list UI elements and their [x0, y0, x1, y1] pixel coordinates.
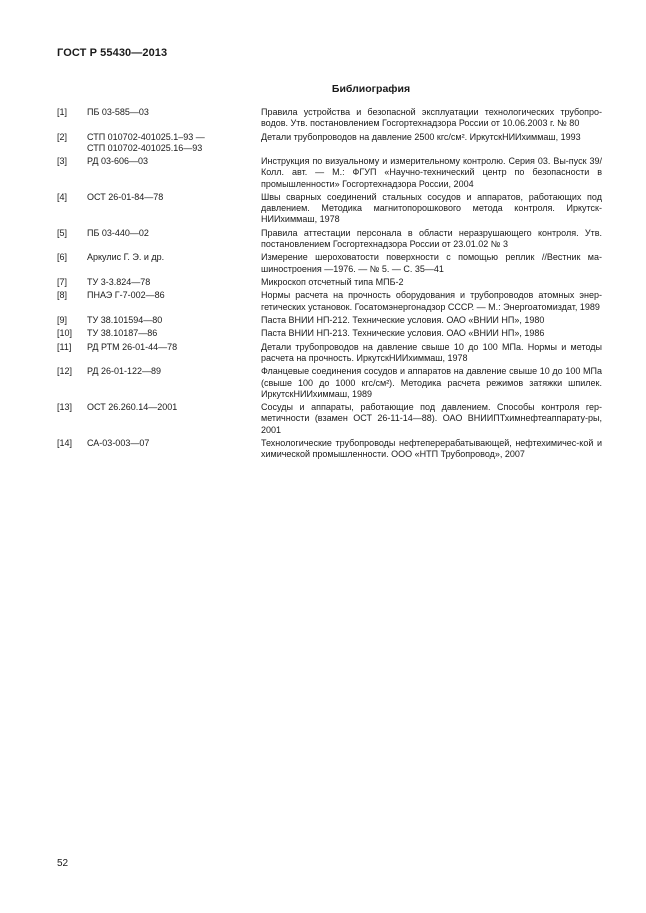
bibliography-entry [57, 366, 602, 400]
page-number: 52 [57, 858, 69, 869]
document-code: ГОСТ Р 55430—2013 [57, 47, 168, 59]
entry-code-line: РД 26-01-122—89 [87, 366, 162, 377]
section-title: Библиография [331, 83, 411, 95]
bibliography-entry [57, 132, 602, 154]
entry-description: Нормы расчета на прочность оборудования и трубопроводов атомных энер-гетических установок. Госатомэнергонадзор СССР. — М.: Энергоатомиздат, 1989 [261, 290, 602, 312]
entry-description: Микроскоп отсчетный типа МПБ-2 [261, 276, 404, 287]
entry-description: Детали трубопроводов на давление свыше 10 до 100 МПа. Нормы и методы расчета на прочность. ИркутскНИИхиммаш, 1978 [261, 341, 602, 363]
entry-code [84, 252, 261, 274]
bibliography-entry [57, 438, 602, 460]
entry-description: Паста ВНИИ НП-213. Технические условия. ОАО «ВНИИ НП», 1986 [261, 328, 545, 339]
entry-code [84, 342, 261, 364]
bibliography-entry [57, 342, 602, 364]
entry-number: [9] [57, 314, 68, 325]
entry-description: Швы сварных соединений стальных сосудов и аппаратов, работающих под давлением. Методика магнитопорошкового метода контроля. Иркутск-НИИхиммаш, 1978 [261, 191, 602, 225]
entry-number: [6] [57, 252, 68, 263]
entry-description: Фланцевые соединения сосудов и аппаратов на давление свыше 10 до 100 МПа (свыше 100 до 1000 кгс/см²). Методика расчета режимов затяжки шпилек. ИркутскНИИхиммаш, 1989 [261, 366, 602, 399]
entry-code-line: ТУ 38.101594—80 [87, 314, 163, 325]
entry-code-line: ПНАЭ Г-7-002—86 [87, 290, 165, 301]
entry-code [84, 366, 261, 400]
entry-description: Детали трубопроводов на давление 2500 кгс/см². ИркутскНИИхиммаш, 1993 [261, 131, 581, 142]
entry-number: [8] [57, 290, 68, 301]
entry-code-line: СТП 010702-401025.16—93 [87, 142, 203, 153]
entry-code-line: ОСТ 26.260.14—2001 [87, 402, 178, 413]
entry-code-line: ТУ 38.10187—86 [87, 328, 158, 339]
bibliography-entry [57, 277, 602, 288]
entry-code-line: ПБ 03-440—02 [87, 227, 149, 238]
bibliography-entry [57, 107, 602, 129]
entry-description: Правила аттестации персонала в области неразрушающего контроля. Утв. постановлением Госгортехнадзора России от 23.01.02 № 3 [261, 227, 602, 249]
bibliography-entry [57, 192, 602, 226]
bibliography-entry [57, 228, 602, 250]
entry-number: [13] [57, 402, 73, 413]
bibliography-entry [57, 328, 602, 339]
entry-description: Измерение шероховатости поверхности с помощью реплик //Вестник ма-шиностроения —1976. — № 5. — С. 35—41 [261, 252, 602, 274]
entry-description: Технологические трубопроводы нефтеперерабатывающей, нефтехимичес-кой и химической промышленности. ООО «НТП Трубопровод», 2007 [261, 437, 602, 460]
entry-code-line: СА-03-003—07 [87, 437, 150, 448]
bibliography-entry [57, 402, 602, 436]
entry-code-line: ТУ 3-3.824—78 [87, 276, 151, 287]
entry-code-line: ОСТ 26-01-84—78 [87, 191, 164, 202]
entry-description: Сосуды и аппараты, работающие под давлением. Способы контроля гер-метичности (взамен ОСТ 26-11-14—88). ОАО ВНИИПТхимнефтеаппарату-ры, 2001 [261, 402, 602, 435]
entry-description: Правила устройства и безопасной эксплуатации технологических трубопро-водов. Утв. постановлением Госгортехнадзора России от 10.06.2003 г. № 80 [261, 107, 602, 129]
entry-code [84, 315, 261, 326]
entry-description: Паста ВНИИ НП-212. Технические условия. ОАО «ВНИИ НП», 1980 [261, 314, 545, 325]
entry-code [84, 156, 261, 190]
bibliography-entry [57, 156, 602, 190]
entry-code-line: РД РТМ 26-01-44—78 [87, 341, 178, 352]
bibliography-entry [57, 252, 602, 274]
entry-code [84, 290, 261, 312]
entry-number: [11] [57, 341, 72, 352]
entry-code [84, 228, 261, 250]
entry-code-line: РД 03-606—03 [87, 156, 149, 167]
entry-code [84, 132, 261, 154]
entry-description: Инструкция по визуальному и измерительному контролю. Серия 03. Вы-пуск 39/Колл. авт. — М.: ФГУП «Научно-технический центр по безопасности в промышленности» Госгортехнадзора России, 2004 [261, 156, 602, 189]
entry-number: [5] [57, 227, 68, 238]
entry-number: [14] [57, 437, 73, 448]
bibliography-entry [57, 290, 602, 312]
entry-code-line: ПБ 03-585—03 [87, 107, 149, 117]
entry-code [84, 107, 261, 129]
entry-number: [2] [57, 131, 68, 142]
entry-number: [1] [57, 107, 68, 117]
entry-code [84, 192, 261, 226]
entry-number: [4] [57, 191, 68, 202]
entry-number: [10] [57, 328, 73, 339]
entry-code-line: СТП 010702-401025.1–93 — [87, 131, 205, 142]
entry-code [84, 328, 261, 339]
entry-code [84, 277, 261, 288]
entry-code-line: Аркулис Г. Э. и др. [87, 252, 165, 263]
entry-number: [12] [57, 366, 73, 377]
bibliography-list [57, 107, 602, 463]
entry-code [84, 402, 261, 436]
entry-number: [3] [57, 156, 68, 167]
entry-number: [7] [57, 276, 68, 287]
entry-code [84, 438, 261, 460]
bibliography-entry [57, 315, 602, 326]
